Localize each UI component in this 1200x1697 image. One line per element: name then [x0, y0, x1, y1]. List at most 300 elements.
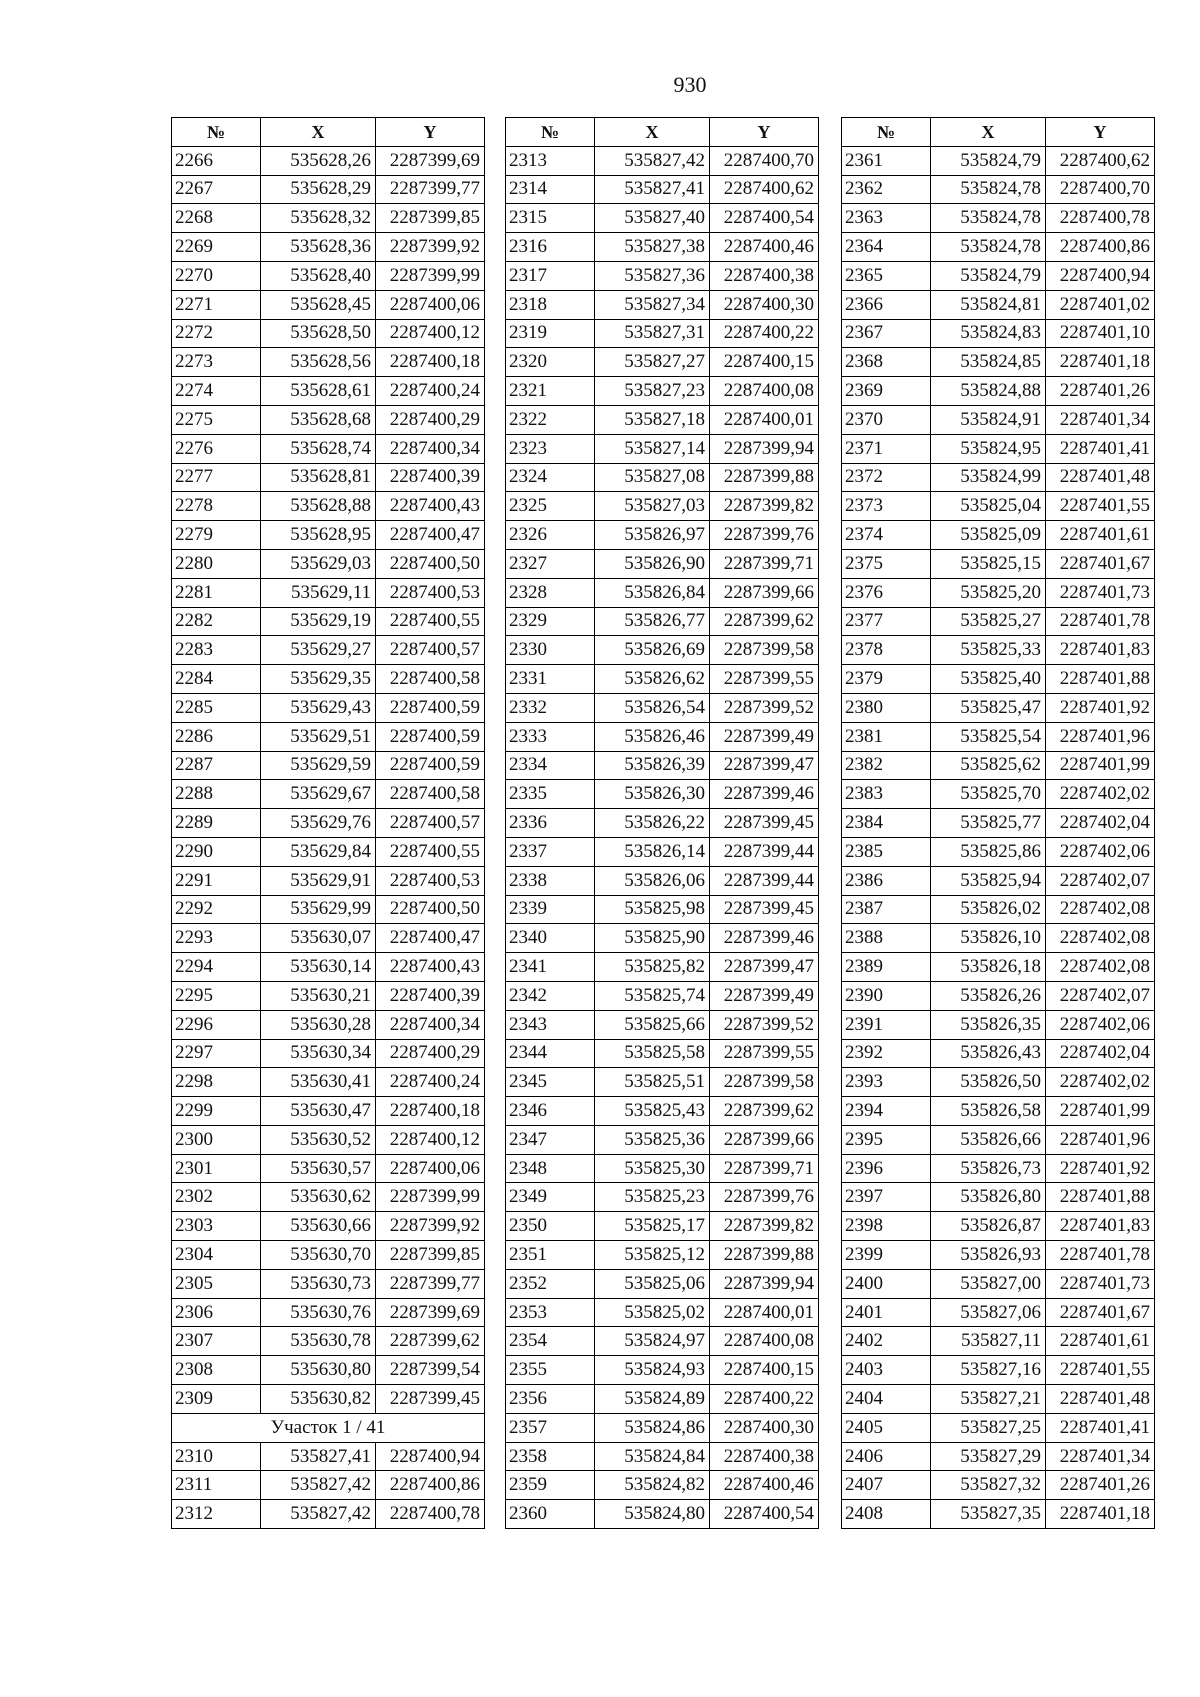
y-coordinate: 2287400,59 — [376, 722, 485, 751]
x-coordinate: 535827,16 — [931, 1356, 1046, 1385]
x-coordinate: 535826,87 — [931, 1212, 1046, 1241]
x-coordinate: 535824,78 — [931, 204, 1046, 233]
y-coordinate: 2287402,06 — [1046, 837, 1155, 866]
x-coordinate: 535628,88 — [261, 492, 376, 521]
point-number: 2309 — [172, 1385, 261, 1414]
y-coordinate: 2287401,99 — [1046, 751, 1155, 780]
table-row — [506, 261, 819, 290]
point-number: 2328 — [506, 578, 595, 607]
point-number: 2387 — [842, 895, 931, 924]
point-number: 2269 — [172, 233, 261, 262]
y-coordinate: 2287399,52 — [710, 1010, 819, 1039]
y-coordinate: 2287399,62 — [376, 1327, 485, 1356]
y-coordinate: 2287402,08 — [1046, 895, 1155, 924]
point-number: 2318 — [506, 290, 595, 319]
x-coordinate: 535825,77 — [931, 809, 1046, 838]
table-row — [842, 924, 1155, 953]
point-number: 2323 — [506, 434, 595, 463]
x-coordinate: 535825,74 — [595, 981, 710, 1010]
y-coordinate: 2287401,18 — [1046, 1500, 1155, 1529]
y-coordinate: 2287400,29 — [376, 405, 485, 434]
x-coordinate: 535827,23 — [595, 377, 710, 406]
y-coordinate: 2287399,88 — [710, 1241, 819, 1270]
x-coordinate: 535629,59 — [261, 751, 376, 780]
point-number: 2347 — [506, 1125, 595, 1154]
y-coordinate: 2287399,76 — [710, 521, 819, 550]
table-row — [506, 924, 819, 953]
table-row — [172, 1327, 485, 1356]
point-number: 2340 — [506, 924, 595, 953]
point-number: 2378 — [842, 636, 931, 665]
x-coordinate: 535628,26 — [261, 146, 376, 175]
table-row — [842, 1154, 1155, 1183]
point-number: 2408 — [842, 1500, 931, 1529]
point-number: 2400 — [842, 1269, 931, 1298]
point-number: 2296 — [172, 1010, 261, 1039]
point-number: 2276 — [172, 434, 261, 463]
point-number: 2365 — [842, 261, 931, 290]
x-coordinate: 535824,86 — [595, 1413, 710, 1442]
point-number: 2299 — [172, 1097, 261, 1126]
y-coordinate: 2287401,02 — [1046, 290, 1155, 319]
header-x: X — [595, 118, 710, 147]
y-coordinate: 2287399,69 — [376, 1298, 485, 1327]
table-row — [506, 1212, 819, 1241]
table-row — [506, 1413, 819, 1442]
point-number: 2300 — [172, 1125, 261, 1154]
table-row — [506, 521, 819, 550]
table-row — [842, 981, 1155, 1010]
y-coordinate: 2287399,77 — [376, 175, 485, 204]
table-row — [842, 1385, 1155, 1414]
y-coordinate: 2287401,99 — [1046, 1097, 1155, 1126]
table-row — [172, 492, 485, 521]
y-coordinate: 2287401,55 — [1046, 1356, 1155, 1385]
point-number: 2335 — [506, 780, 595, 809]
x-coordinate: 535630,70 — [261, 1241, 376, 1270]
table-row — [172, 233, 485, 262]
x-coordinate: 535827,00 — [931, 1269, 1046, 1298]
x-coordinate: 535824,81 — [931, 290, 1046, 319]
y-coordinate: 2287402,08 — [1046, 953, 1155, 982]
point-number: 2392 — [842, 1039, 931, 1068]
x-coordinate: 535629,11 — [261, 578, 376, 607]
table-row — [172, 780, 485, 809]
table-row — [172, 1097, 485, 1126]
table-row — [842, 463, 1155, 492]
y-coordinate: 2287400,55 — [376, 607, 485, 636]
y-coordinate: 2287399,62 — [710, 607, 819, 636]
point-number: 2344 — [506, 1039, 595, 1068]
table-row — [842, 722, 1155, 751]
table-row — [506, 1154, 819, 1183]
point-number: 2404 — [842, 1385, 931, 1414]
table-row — [172, 751, 485, 780]
point-number: 2377 — [842, 607, 931, 636]
table-row — [172, 866, 485, 895]
y-coordinate: 2287400,59 — [376, 751, 485, 780]
point-number: 2317 — [506, 261, 595, 290]
y-coordinate: 2287399,54 — [376, 1356, 485, 1385]
x-coordinate: 535628,95 — [261, 521, 376, 550]
table-row — [506, 233, 819, 262]
y-coordinate: 2287400,12 — [376, 1125, 485, 1154]
table-row — [506, 607, 819, 636]
table-row — [172, 1356, 485, 1385]
table-row — [506, 549, 819, 578]
x-coordinate: 535827,38 — [595, 233, 710, 262]
x-coordinate: 535824,97 — [595, 1327, 710, 1356]
y-coordinate: 2287399,82 — [710, 492, 819, 521]
x-coordinate: 535825,40 — [931, 665, 1046, 694]
table-row — [172, 434, 485, 463]
point-number: 2385 — [842, 837, 931, 866]
y-coordinate: 2287400,38 — [710, 261, 819, 290]
table-row — [172, 981, 485, 1010]
table-row — [506, 1327, 819, 1356]
point-number: 2343 — [506, 1010, 595, 1039]
point-number: 2373 — [842, 492, 931, 521]
y-coordinate: 2287400,70 — [710, 146, 819, 175]
table-row — [172, 809, 485, 838]
point-number: 2325 — [506, 492, 595, 521]
table-row — [842, 636, 1155, 665]
point-number: 2352 — [506, 1269, 595, 1298]
x-coordinate: 535825,54 — [931, 722, 1046, 751]
table-row — [506, 1471, 819, 1500]
x-coordinate: 535630,73 — [261, 1269, 376, 1298]
x-coordinate: 535629,99 — [261, 895, 376, 924]
point-number: 2290 — [172, 837, 261, 866]
point-number: 2331 — [506, 665, 595, 694]
y-coordinate: 2287399,76 — [710, 1183, 819, 1212]
x-coordinate: 535824,78 — [931, 175, 1046, 204]
point-number: 2403 — [842, 1356, 931, 1385]
table-row — [842, 549, 1155, 578]
x-coordinate: 535825,12 — [595, 1241, 710, 1270]
point-number: 2391 — [842, 1010, 931, 1039]
table-row — [172, 1269, 485, 1298]
x-coordinate: 535825,09 — [931, 521, 1046, 550]
x-coordinate: 535630,66 — [261, 1212, 376, 1241]
y-coordinate: 2287399,49 — [710, 981, 819, 1010]
x-coordinate: 535826,30 — [595, 780, 710, 809]
point-number: 2281 — [172, 578, 261, 607]
y-coordinate: 2287401,26 — [1046, 1471, 1155, 1500]
point-number: 2398 — [842, 1212, 931, 1241]
x-coordinate: 535630,47 — [261, 1097, 376, 1126]
y-coordinate: 2287401,10 — [1046, 319, 1155, 348]
y-coordinate: 2287399,46 — [710, 924, 819, 953]
x-coordinate: 535824,89 — [595, 1385, 710, 1414]
y-coordinate: 2287400,22 — [710, 1385, 819, 1414]
point-number: 2306 — [172, 1298, 261, 1327]
y-coordinate: 2287400,46 — [710, 1471, 819, 1500]
y-coordinate: 2287399,99 — [376, 261, 485, 290]
y-coordinate: 2287400,06 — [376, 1154, 485, 1183]
x-coordinate: 535825,82 — [595, 953, 710, 982]
point-number: 2330 — [506, 636, 595, 665]
header-y: Y — [376, 118, 485, 147]
y-coordinate: 2287399,45 — [376, 1385, 485, 1414]
table-row — [172, 837, 485, 866]
y-coordinate: 2287401,73 — [1046, 1269, 1155, 1298]
table-row — [842, 693, 1155, 722]
point-number: 2334 — [506, 751, 595, 780]
table-row — [842, 261, 1155, 290]
table-row — [842, 1298, 1155, 1327]
y-coordinate: 2287399,44 — [710, 837, 819, 866]
y-coordinate: 2287400,57 — [376, 636, 485, 665]
y-coordinate: 2287400,18 — [376, 1097, 485, 1126]
x-coordinate: 535825,36 — [595, 1125, 710, 1154]
x-coordinate: 535827,21 — [931, 1385, 1046, 1414]
table-row — [842, 809, 1155, 838]
table-row — [842, 405, 1155, 434]
y-coordinate: 2287401,83 — [1046, 1212, 1155, 1241]
table-row — [172, 1500, 485, 1529]
x-coordinate: 535630,82 — [261, 1385, 376, 1414]
x-coordinate: 535826,22 — [595, 809, 710, 838]
y-coordinate: 2287399,71 — [710, 549, 819, 578]
header-x: X — [261, 118, 376, 147]
point-number: 2303 — [172, 1212, 261, 1241]
table-row — [172, 953, 485, 982]
table-row — [172, 1039, 485, 1068]
table-row — [506, 1442, 819, 1471]
point-number: 2370 — [842, 405, 931, 434]
x-coordinate: 535825,17 — [595, 1212, 710, 1241]
y-coordinate: 2287401,92 — [1046, 693, 1155, 722]
x-coordinate: 535826,66 — [931, 1125, 1046, 1154]
x-coordinate: 535824,80 — [595, 1500, 710, 1529]
x-coordinate: 535827,40 — [595, 204, 710, 233]
table-row — [842, 434, 1155, 463]
x-coordinate: 535827,32 — [931, 1471, 1046, 1500]
point-number: 2285 — [172, 693, 261, 722]
y-coordinate: 2287399,55 — [710, 1039, 819, 1068]
y-coordinate: 2287400,47 — [376, 924, 485, 953]
table-row — [172, 1385, 485, 1414]
point-number: 2402 — [842, 1327, 931, 1356]
point-number: 2405 — [842, 1413, 931, 1442]
point-number: 2319 — [506, 319, 595, 348]
y-coordinate: 2287401,67 — [1046, 1298, 1155, 1327]
table-row — [172, 405, 485, 434]
table-row — [172, 549, 485, 578]
x-coordinate: 535630,62 — [261, 1183, 376, 1212]
x-coordinate: 535825,06 — [595, 1269, 710, 1298]
x-coordinate: 535825,15 — [931, 549, 1046, 578]
x-coordinate: 535824,85 — [931, 348, 1046, 377]
point-number: 2294 — [172, 953, 261, 982]
point-number: 2288 — [172, 780, 261, 809]
point-number: 2278 — [172, 492, 261, 521]
x-coordinate: 535824,78 — [931, 233, 1046, 262]
table-row — [506, 405, 819, 434]
y-coordinate: 2287399,49 — [710, 722, 819, 751]
point-number: 2332 — [506, 693, 595, 722]
table-row — [842, 1327, 1155, 1356]
y-coordinate: 2287400,50 — [376, 549, 485, 578]
point-number: 2311 — [172, 1471, 261, 1500]
point-number: 2316 — [506, 233, 595, 262]
x-coordinate: 535628,29 — [261, 175, 376, 204]
point-number: 2339 — [506, 895, 595, 924]
x-coordinate: 535826,97 — [595, 521, 710, 550]
point-number: 2396 — [842, 1154, 931, 1183]
table-row — [842, 521, 1155, 550]
point-number: 2289 — [172, 809, 261, 838]
x-coordinate: 535826,35 — [931, 1010, 1046, 1039]
y-coordinate: 2287400,08 — [710, 377, 819, 406]
point-number: 2368 — [842, 348, 931, 377]
header-x: X — [931, 118, 1046, 147]
y-coordinate: 2287402,07 — [1046, 866, 1155, 895]
point-number: 2279 — [172, 521, 261, 550]
y-coordinate: 2287402,02 — [1046, 1068, 1155, 1097]
x-coordinate: 535826,69 — [595, 636, 710, 665]
x-coordinate: 535826,62 — [595, 665, 710, 694]
y-coordinate: 2287402,07 — [1046, 981, 1155, 1010]
x-coordinate: 535824,88 — [931, 377, 1046, 406]
table-row — [172, 1154, 485, 1183]
x-coordinate: 535630,28 — [261, 1010, 376, 1039]
x-coordinate: 535629,35 — [261, 665, 376, 694]
x-coordinate: 535826,39 — [595, 751, 710, 780]
table-row — [172, 636, 485, 665]
header-number: № — [172, 118, 261, 147]
table-row — [842, 1442, 1155, 1471]
point-number: 2393 — [842, 1068, 931, 1097]
x-coordinate: 535827,36 — [595, 261, 710, 290]
x-coordinate: 535825,43 — [595, 1097, 710, 1126]
y-coordinate: 2287400,08 — [710, 1327, 819, 1356]
point-number: 2383 — [842, 780, 931, 809]
y-coordinate: 2287399,66 — [710, 578, 819, 607]
x-coordinate: 535629,19 — [261, 607, 376, 636]
point-number: 2367 — [842, 319, 931, 348]
x-coordinate: 535824,95 — [931, 434, 1046, 463]
header-y: Y — [710, 118, 819, 147]
x-coordinate: 535827,11 — [931, 1327, 1046, 1356]
table-row — [506, 953, 819, 982]
table-row — [506, 146, 819, 175]
table-row — [842, 348, 1155, 377]
point-number: 2349 — [506, 1183, 595, 1212]
point-number: 2286 — [172, 722, 261, 751]
y-coordinate: 2287399,45 — [710, 809, 819, 838]
point-number: 2388 — [842, 924, 931, 953]
table-header-row — [506, 118, 819, 147]
table-row — [842, 1125, 1155, 1154]
y-coordinate: 2287400,54 — [710, 1500, 819, 1529]
y-coordinate: 2287401,48 — [1046, 463, 1155, 492]
table-row — [842, 175, 1155, 204]
x-coordinate: 535630,52 — [261, 1125, 376, 1154]
table-row — [172, 377, 485, 406]
x-coordinate: 535630,41 — [261, 1068, 376, 1097]
x-coordinate: 535827,08 — [595, 463, 710, 492]
y-coordinate: 2287400,24 — [376, 377, 485, 406]
x-coordinate: 535825,23 — [595, 1183, 710, 1212]
y-coordinate: 2287400,55 — [376, 837, 485, 866]
x-coordinate: 535827,27 — [595, 348, 710, 377]
table-row — [506, 348, 819, 377]
point-number: 2338 — [506, 866, 595, 895]
point-number: 2277 — [172, 463, 261, 492]
table-row — [172, 521, 485, 550]
y-coordinate: 2287399,58 — [710, 1068, 819, 1097]
table-row — [842, 204, 1155, 233]
point-number: 2353 — [506, 1298, 595, 1327]
point-number: 2320 — [506, 348, 595, 377]
y-coordinate: 2287401,88 — [1046, 665, 1155, 694]
x-coordinate: 535630,21 — [261, 981, 376, 1010]
point-number: 2346 — [506, 1097, 595, 1126]
y-coordinate: 2287400,18 — [376, 348, 485, 377]
point-number: 2345 — [506, 1068, 595, 1097]
point-number: 2375 — [842, 549, 931, 578]
y-coordinate: 2287400,62 — [1046, 146, 1155, 175]
y-coordinate: 2287399,55 — [710, 665, 819, 694]
table-row — [506, 434, 819, 463]
y-coordinate: 2287400,62 — [710, 175, 819, 204]
y-coordinate: 2287400,57 — [376, 809, 485, 838]
y-coordinate: 2287400,39 — [376, 463, 485, 492]
table-row — [842, 751, 1155, 780]
table-row — [506, 1385, 819, 1414]
x-coordinate: 535826,58 — [931, 1097, 1046, 1126]
point-number: 2312 — [172, 1500, 261, 1529]
table-row — [842, 578, 1155, 607]
table-row — [506, 693, 819, 722]
table-row — [172, 1125, 485, 1154]
y-coordinate: 2287401,78 — [1046, 607, 1155, 636]
y-coordinate: 2287400,86 — [376, 1471, 485, 1500]
point-number: 2384 — [842, 809, 931, 838]
table-row — [506, 1298, 819, 1327]
y-coordinate: 2287400,54 — [710, 204, 819, 233]
point-number: 2382 — [842, 751, 931, 780]
table-row — [842, 1097, 1155, 1126]
x-coordinate: 535827,41 — [261, 1442, 376, 1471]
y-coordinate: 2287399,44 — [710, 866, 819, 895]
point-number: 2364 — [842, 233, 931, 262]
x-coordinate: 535825,94 — [931, 866, 1046, 895]
table-row — [842, 1039, 1155, 1068]
y-coordinate: 2287400,01 — [710, 1298, 819, 1327]
y-coordinate: 2287401,41 — [1046, 1413, 1155, 1442]
y-coordinate: 2287400,78 — [1046, 204, 1155, 233]
point-number: 2336 — [506, 809, 595, 838]
point-number: 2361 — [842, 146, 931, 175]
x-coordinate: 535825,51 — [595, 1068, 710, 1097]
point-number: 2293 — [172, 924, 261, 953]
y-coordinate: 2287399,99 — [376, 1183, 485, 1212]
y-coordinate: 2287401,61 — [1046, 521, 1155, 550]
table-row — [506, 377, 819, 406]
table-row — [506, 1241, 819, 1270]
point-number: 2272 — [172, 319, 261, 348]
point-number: 2407 — [842, 1471, 931, 1500]
point-number: 2305 — [172, 1269, 261, 1298]
point-number: 2333 — [506, 722, 595, 751]
x-coordinate: 535826,77 — [595, 607, 710, 636]
table-row — [506, 837, 819, 866]
y-coordinate: 2287400,86 — [1046, 233, 1155, 262]
table-row — [172, 1068, 485, 1097]
